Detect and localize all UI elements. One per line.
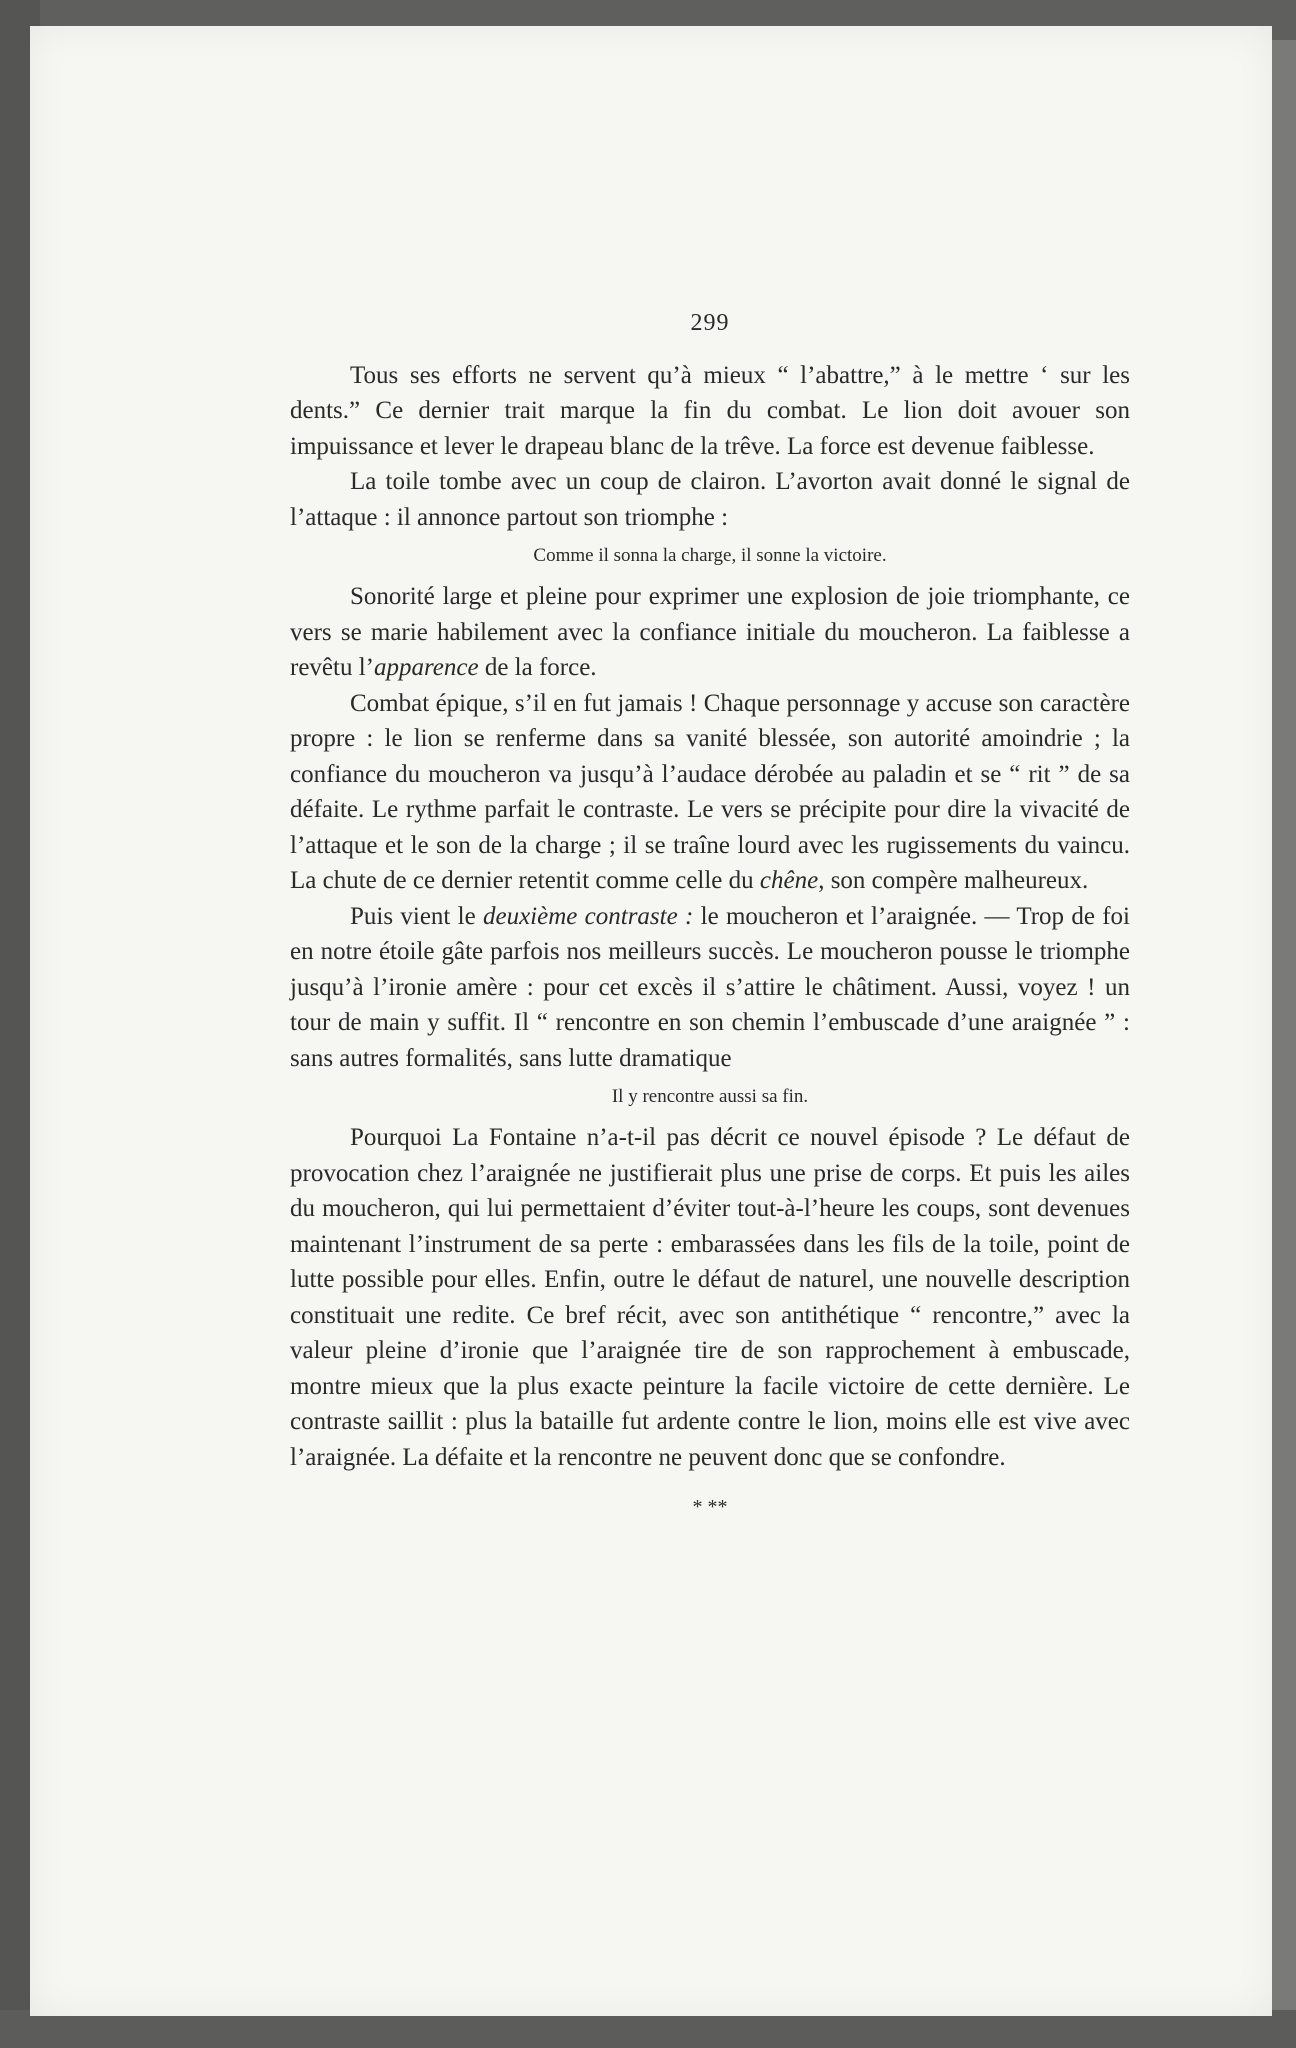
paragraph-4 [290,686,1130,899]
paragraph-1: Tous ses efforts ne servent qu’à mieux “ l’abattre,” à le mettre ‘ sur les dents.” Ce dernier trait marque la fin du combat. Le lion doit avouer son impuissance et lever le drapeau blanc de la trêve. La force est devenue faiblesse. [290,361,1130,460]
page-text-block [290,306,1130,1517]
paragraph-5-text-b: le moucheron et l’araignée. — Trop de foi en notre étoile gâte parfois nos meilleurs succès. Le moucheron pousse le triomphe jusqu’à l’ironie amère : pour cet excès il s’attire le châtiment. Aussi, voyez ! un tour de main y suffit. Il “ rencontre en son chemin l’embuscade d’une araignée ” : sans autres formalités, sans lutte dramatique [290,902,1131,1072]
verse-quote-2: Il y rencontre aussi sa fin. [611,1086,809,1107]
page-number: 299 [690,310,730,336]
paragraph-4-emphasis: chêne [759,867,819,894]
paragraph-4-text-a: Combat épique, s’il en fut jamais ! Chaque personnage y accuse son caractère propre : le lion se renferme dans sa vanité blessée, son autorité amoindrie ; la confiance du moucheron va jusqu’à l’audace dérobée au paladin et se “ rit ” de sa défaite. Le rythme parfait le contraste. Le vers se précipite pour dire la vivacité de l’attaque et le son de la charge ; il se traîne lourd avec les rugissements du vaincu. La chute de ce dernier retentit comme celle du [290,689,1130,894]
paragraph-5-text-a: Puis vient le [350,902,483,930]
paragraph-5-emphasis: deuxième contraste : [482,902,694,930]
paragraph-3-emphasis: apparence [373,654,479,681]
verse-quote-1: Comme il sonna la charge, il sonne la victoire. [533,545,887,566]
book-page [30,26,1272,2016]
paragraph-2: La toile tombe avec un coup de clairon. L’avorton avait donné le signal de l’attaque : il annonce partout son triomphe : [290,468,1130,531]
asterism-bottom: ** [707,1496,728,1518]
paragraph-4-text-b: , son compère malheureux. [818,867,1089,894]
paragraph-3-text-a: Sonorité large et pleine pour exprimer une explosion de joie triomphante, ce vers se marie habilement avec la confiance initiale du moucheron. La faiblesse a revêtu l’ [290,583,1130,681]
paragraph-3 [290,579,1130,686]
paragraph-5 [290,899,1130,1077]
asterism-divider [290,1497,1130,1517]
asterism-top: * [692,1496,703,1518]
paragraph-6: Pourquoi La Fontaine n’a-t-il pas décrit ce nouvel épisode ? Le défaut de provocation chez l’araignée ne justifierait plus une prise de corps. Et puis les ailes du moucheron, qui lui permettaient d’éviter tout-à-l’heure les coups, sont devenues maintenant l’instrument de sa perte : embarassées dans les fils de la toile, point de lutte possible pour elles. Enfin, outre le défaut de naturel, une nouvelle description constituait une redite. Ce bref récit, avec son antithétique “ rencontre,” avec la valeur pleine d’ironie que l’araignée tire de son rapprochement à embuscade, montre mieux que la plus exacte peinture la facile victoire de cette dernière. Le contraste saillit : plus la bataille fut ardente contre le lion, moins elle est vive avec l’araignée. La défaite et la rencontre ne peuvent donc que se confondre. [290,1124,1130,1471]
paragraph-3-text-b: de la force. [478,654,597,681]
